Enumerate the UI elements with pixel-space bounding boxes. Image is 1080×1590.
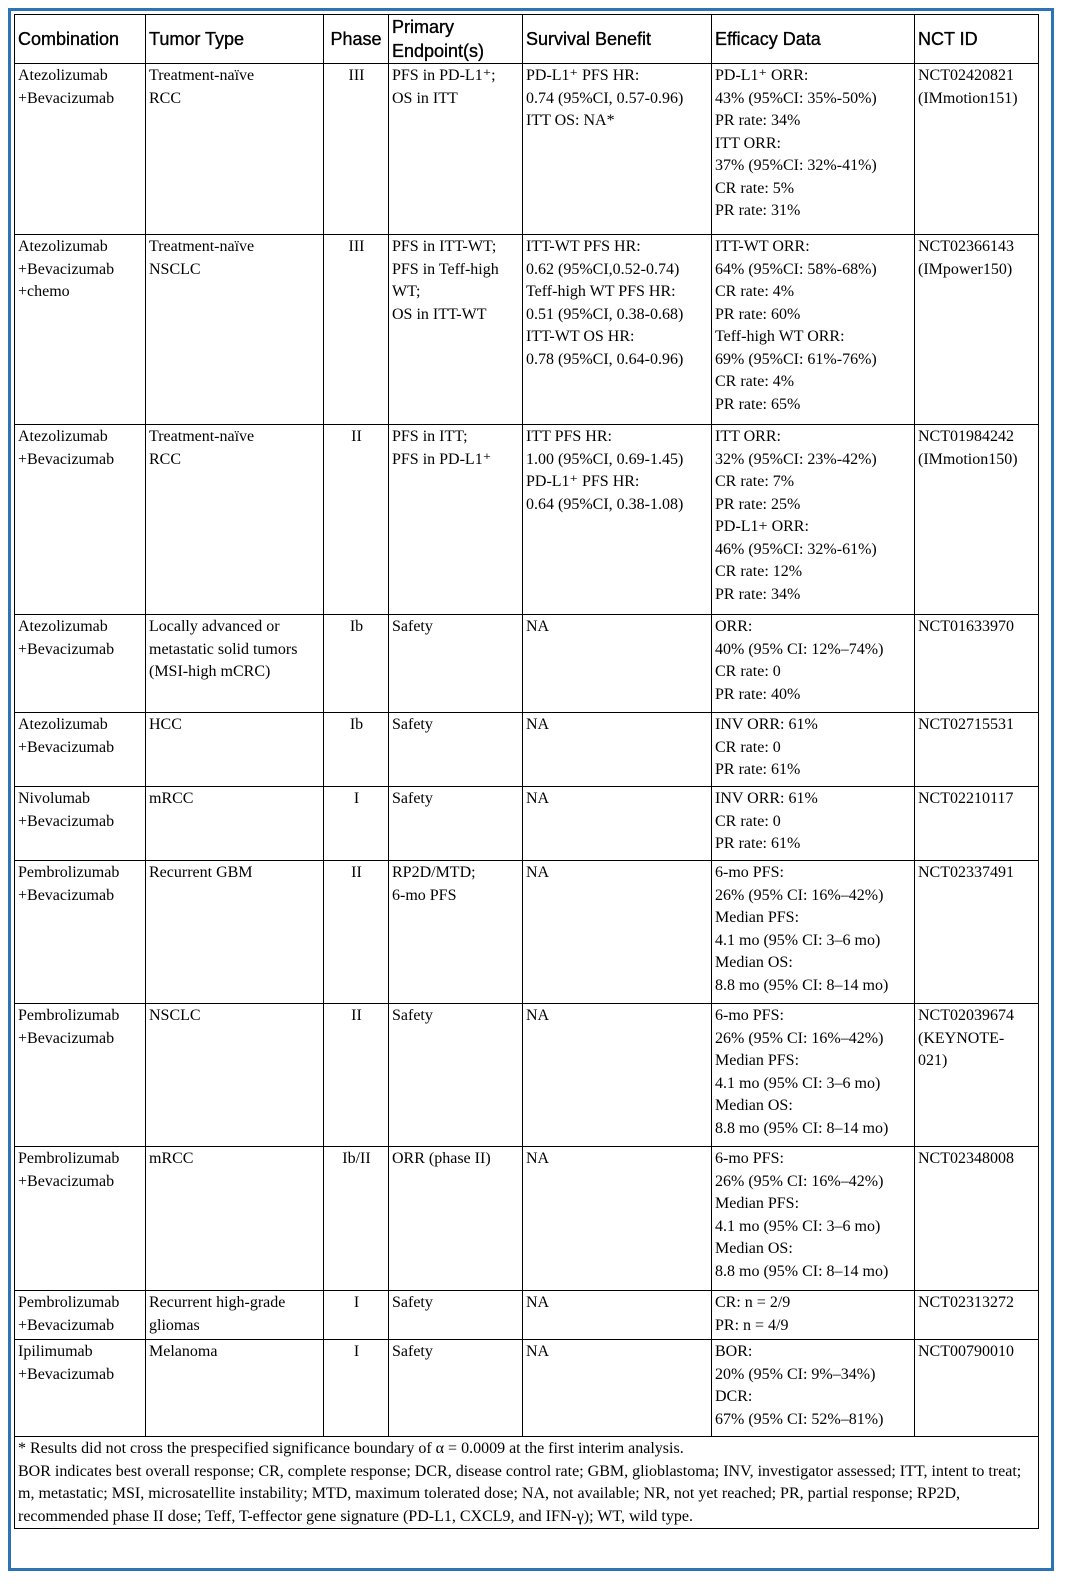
table-row	[15, 1004, 1039, 1147]
cell-nct-id	[915, 64, 1039, 235]
cell-survival-benefit	[523, 1147, 712, 1291]
cell-efficacy-data-line: 8.8 mo (95% CI: 8–14 mo)	[715, 1262, 889, 1280]
cell-primary-endpoints-line: RP2D/MTD;	[392, 864, 476, 881]
cell-combination	[15, 1147, 146, 1291]
cell-tumor-type-line: Recurrent high-grade	[149, 1294, 286, 1311]
cell-survival-benefit	[523, 615, 712, 713]
cell-combination-line: Pembrolizumab	[18, 1294, 120, 1311]
cell-efficacy-data-line: 20% (95% CI: 9%–34%)	[715, 1365, 876, 1383]
cell-efficacy-data-line: PR rate: 34%	[715, 585, 801, 603]
cell-survival-benefit-line: PD-L1⁺ PFS HR:	[526, 473, 640, 490]
cell-tumor-type	[146, 1147, 324, 1291]
cell-tumor-type	[146, 1004, 324, 1147]
cell-nct-id-line: NCT02039674	[918, 1007, 1014, 1024]
table-body	[15, 64, 1039, 1437]
cell-efficacy-data-line: Median OS:	[715, 954, 793, 971]
cell-primary-endpoints-line: Safety	[392, 1294, 433, 1311]
cell-phase: Ib/II	[324, 1147, 389, 1291]
cell-combination-line: +Bevacizumab	[18, 738, 115, 756]
table-row	[15, 1340, 1039, 1437]
clinical-trials-table	[14, 14, 1039, 1529]
cell-primary-endpoints	[389, 235, 523, 425]
table-row	[15, 425, 1039, 615]
cell-efficacy-data-line: 6-mo PFS:	[715, 1007, 784, 1024]
cell-primary-endpoints-line: Safety	[392, 618, 433, 635]
cell-efficacy-data-line: 69% (95%CI: 61%-76%)	[715, 350, 877, 368]
cell-efficacy-data-line: CR rate: 4%	[715, 373, 795, 390]
header-combination: Combination	[15, 15, 146, 64]
cell-phase: II	[324, 425, 389, 615]
cell-nct-id-line: NCT01633970	[918, 618, 1014, 635]
cell-primary-endpoints-line: Safety	[392, 790, 433, 807]
cell-nct-id	[915, 235, 1039, 425]
cell-efficacy-data-line: 37% (95%CI: 32%-41%)	[715, 157, 877, 174]
cell-survival-benefit-line: NA	[526, 1007, 550, 1024]
cell-phase: II	[324, 1004, 389, 1147]
cell-efficacy-data-line: CR rate: 0	[715, 663, 781, 680]
cell-tumor-type-line: metastatic solid tumors	[149, 640, 298, 658]
cell-efficacy-data-line: 26% (95% CI: 16%–42%)	[715, 1029, 884, 1047]
cell-tumor-type	[146, 64, 324, 235]
cell-nct-id-line: (IMpower150)	[918, 260, 1013, 278]
cell-survival-benefit-line: Teff-high WT PFS HR:	[526, 283, 676, 300]
cell-efficacy-data-line: CR rate: 5%	[715, 179, 795, 197]
cell-efficacy-data-line: PR rate: 31%	[715, 202, 801, 219]
cell-efficacy-data-line: PR rate: 60%	[715, 305, 801, 323]
cell-efficacy-data-line: 6-mo PFS:	[715, 864, 784, 881]
cell-efficacy-data-line: 26% (95% CI: 16%–42%)	[715, 886, 884, 904]
cell-combination	[15, 235, 146, 425]
cell-survival-benefit	[523, 1340, 712, 1437]
cell-efficacy-data	[712, 425, 915, 615]
cell-efficacy-data	[712, 861, 915, 1004]
cell-combination-line: Pembrolizumab	[18, 1150, 120, 1167]
table-row	[15, 615, 1039, 713]
cell-combination-line: Atezolizumab	[18, 716, 108, 733]
cell-tumor-type-line: gliomas	[149, 1316, 200, 1334]
cell-efficacy-data-line: ORR:	[715, 618, 753, 635]
cell-nct-id-line: NCT02366143	[918, 238, 1014, 255]
cell-efficacy-data	[712, 1147, 915, 1291]
cell-nct-id-line: NCT02420821	[918, 67, 1014, 84]
cell-primary-endpoints	[389, 787, 523, 861]
cell-efficacy-data-line: 43% (95%CI: 35%-50%)	[715, 89, 877, 107]
cell-survival-benefit-line: ITT-WT OS HR:	[526, 328, 635, 345]
cell-efficacy-data-line: DCR:	[715, 1388, 753, 1405]
cell-tumor-type	[146, 425, 324, 615]
cell-primary-endpoints-line: PFS in Teff-high	[392, 260, 499, 278]
cell-tumor-type	[146, 1340, 324, 1437]
cell-combination-line: +chemo	[18, 283, 70, 300]
cell-combination-line: Ipilimumab	[18, 1343, 93, 1360]
cell-nct-id	[915, 787, 1039, 861]
cell-efficacy-data-line: 26% (95% CI: 16%–42%)	[715, 1172, 884, 1190]
cell-survival-benefit-line: NA	[526, 618, 550, 635]
cell-combination	[15, 1004, 146, 1147]
cell-efficacy-data-line: PR rate: 61%	[715, 761, 801, 778]
cell-efficacy-data	[712, 713, 915, 787]
cell-survival-benefit-line: 0.64 (95%CI, 0.38-1.08)	[526, 495, 684, 513]
cell-combination-line: Nivolumab	[18, 790, 90, 807]
cell-combination	[15, 1291, 146, 1340]
header-nct-id: NCT ID	[915, 15, 1039, 64]
table-row	[15, 64, 1039, 235]
cell-combination	[15, 425, 146, 615]
header-tumor-type: Tumor Type	[146, 15, 324, 64]
cell-combination	[15, 713, 146, 787]
cell-survival-benefit-line: 0.78 (95%CI, 0.64-0.96)	[526, 350, 684, 368]
header-primary-endpoints: Primary Endpoint(s)	[389, 15, 523, 64]
cell-tumor-type	[146, 615, 324, 713]
cell-combination-line: +Bevacizumab	[18, 260, 115, 278]
cell-nct-id-line: (KEYNOTE-	[918, 1029, 1005, 1047]
cell-efficacy-data-line: 4.1 mo (95% CI: 3–6 mo)	[715, 1074, 881, 1092]
cell-survival-benefit-line: NA	[526, 864, 550, 881]
cell-primary-endpoints-line: PFS in ITT;	[392, 428, 468, 445]
cell-nct-id	[915, 713, 1039, 787]
cell-combination-line: +Bevacizumab	[18, 450, 115, 468]
cell-combination-line: +Bevacizumab	[18, 89, 115, 107]
cell-primary-endpoints-line: Safety	[392, 1007, 433, 1024]
cell-phase: I	[324, 1340, 389, 1437]
cell-primary-endpoints-line: OS in ITT	[392, 89, 458, 107]
cell-primary-endpoints	[389, 64, 523, 235]
cell-efficacy-data-line: 8.8 mo (95% CI: 8–14 mo)	[715, 976, 889, 994]
cell-tumor-type-line: RCC	[149, 450, 182, 468]
cell-survival-benefit-line: 0.62 (95%CI,0.52-0.74)	[526, 260, 680, 278]
cell-efficacy-data	[712, 615, 915, 713]
cell-efficacy-data-line: 6-mo PFS:	[715, 1150, 784, 1167]
header-row	[15, 15, 1039, 64]
cell-efficacy-data	[712, 1291, 915, 1340]
table-row	[15, 1291, 1039, 1340]
cell-efficacy-data-line: ITT ORR:	[715, 428, 781, 445]
cell-efficacy-data-line: CR rate: 7%	[715, 473, 795, 490]
cell-efficacy-data-line: Median PFS:	[715, 1052, 800, 1069]
cell-survival-benefit-line: NA	[526, 1343, 550, 1360]
cell-combination-line: +Bevacizumab	[18, 640, 115, 658]
cell-efficacy-data	[712, 235, 915, 425]
cell-phase: III	[324, 64, 389, 235]
cell-survival-benefit	[523, 861, 712, 1004]
cell-tumor-type-line: Treatment-naïve	[149, 238, 255, 255]
cell-primary-endpoints-line: ORR (phase II)	[392, 1150, 491, 1167]
cell-efficacy-data-line: 8.8 mo (95% CI: 8–14 mo)	[715, 1119, 889, 1137]
cell-tumor-type	[146, 235, 324, 425]
cell-combination-line: +Bevacizumab	[18, 1316, 115, 1334]
cell-survival-benefit-line: 0.51 (95%CI, 0.38-0.68)	[526, 305, 684, 323]
cell-survival-benefit	[523, 713, 712, 787]
cell-efficacy-data-line: INV ORR: 61%	[715, 716, 818, 733]
cell-primary-endpoints	[389, 861, 523, 1004]
header-efficacy-data: Efficacy Data	[712, 15, 915, 64]
cell-survival-benefit-line: NA	[526, 790, 550, 807]
cell-survival-benefit-line: 0.74 (95%CI, 0.57-0.96)	[526, 89, 684, 107]
cell-tumor-type	[146, 713, 324, 787]
cell-efficacy-data-line: 4.1 mo (95% CI: 3–6 mo)	[715, 931, 881, 949]
cell-efficacy-data	[712, 787, 915, 861]
cell-primary-endpoints-line: Safety	[392, 716, 433, 733]
cell-nct-id-line: NCT01984242	[918, 428, 1014, 445]
cell-nct-id-line: (IMmotion150)	[918, 450, 1018, 468]
cell-primary-endpoints	[389, 615, 523, 713]
cell-primary-endpoints	[389, 1291, 523, 1340]
cell-efficacy-data-line: 46% (95%CI: 32%-61%)	[715, 540, 877, 558]
cell-primary-endpoints	[389, 1004, 523, 1147]
cell-efficacy-data-line: Median PFS:	[715, 1195, 800, 1212]
cell-tumor-type-line: NSCLC	[149, 260, 201, 278]
cell-tumor-type	[146, 787, 324, 861]
cell-nct-id	[915, 1291, 1039, 1340]
cell-efficacy-data-line: CR rate: 4%	[715, 283, 795, 300]
cell-efficacy-data-line: Median OS:	[715, 1097, 793, 1114]
cell-survival-benefit	[523, 235, 712, 425]
footnote-cell	[15, 1437, 1039, 1529]
cell-phase: Ib	[324, 615, 389, 713]
cell-nct-id-line: NCT02337491	[918, 864, 1014, 881]
cell-nct-id-line: 021)	[918, 1052, 948, 1069]
cell-efficacy-data-line: Teff-high WT ORR:	[715, 328, 845, 345]
footnote-significance: * Results did not cross the prespecified significance boundary of α = 0.0009 at the first interim analysis.	[18, 1440, 684, 1457]
cell-efficacy-data-line: CR rate: 12%	[715, 563, 803, 580]
cell-efficacy-data-line: 67% (95% CI: 52%–81%)	[715, 1410, 884, 1428]
cell-efficacy-data-line: BOR:	[715, 1343, 753, 1360]
cell-primary-endpoints-line: Safety	[392, 1343, 433, 1360]
cell-primary-endpoints-line: PFS in PD-L1⁺	[392, 450, 492, 468]
cell-nct-id	[915, 425, 1039, 615]
cell-nct-id	[915, 1004, 1039, 1147]
cell-efficacy-data-line: Median OS:	[715, 1240, 793, 1257]
cell-survival-benefit-line: ITT-WT PFS HR:	[526, 238, 641, 255]
cell-combination-line: +Bevacizumab	[18, 1029, 115, 1047]
cell-tumor-type-line: HCC	[149, 716, 182, 733]
cell-nct-id	[915, 861, 1039, 1004]
cell-combination	[15, 1340, 146, 1437]
cell-primary-endpoints-line: PFS in PD-L1⁺;	[392, 67, 496, 84]
cell-primary-endpoints	[389, 1147, 523, 1291]
cell-nct-id	[915, 1340, 1039, 1437]
cell-tumor-type-line: Melanoma	[149, 1343, 218, 1360]
cell-nct-id-line: (IMmotion151)	[918, 89, 1018, 107]
cell-nct-id-line: NCT02313272	[918, 1294, 1014, 1311]
cell-combination	[15, 787, 146, 861]
cell-efficacy-data-line: 64% (95%CI: 58%-68%)	[715, 260, 877, 278]
cell-efficacy-data-line: 40% (95% CI: 12%–74%)	[715, 640, 884, 658]
cell-combination-line: Atezolizumab	[18, 238, 108, 255]
footnote-abbreviations: BOR indicates best overall response; CR, complete response; DCR, disease control rate; GBM, glioblastoma; INV, investigator assessed; ITT, intent to treat; m, metastatic; MSI, microsatellite instability; MTD, maximum tolerated dose; NA, not available; NR, not yet reached; PR, partial response; RP2D, recommended phase II dose; Teff, T-effector gene signature (PD-L1, CXCL9, and IFN-γ); WT, wild type.	[18, 1462, 1022, 1525]
cell-primary-endpoints-line: PFS in ITT-WT;	[392, 238, 497, 255]
cell-combination-line: +Bevacizumab	[18, 1172, 115, 1190]
cell-efficacy-data-line: ITT-WT ORR:	[715, 238, 810, 255]
cell-survival-benefit-line: NA	[526, 716, 550, 733]
cell-efficacy-data	[712, 1004, 915, 1147]
cell-phase: I	[324, 1291, 389, 1340]
cell-combination-line: Atezolizumab	[18, 618, 108, 635]
cell-efficacy-data	[712, 64, 915, 235]
table-row	[15, 235, 1039, 425]
cell-combination-line: Atezolizumab	[18, 67, 108, 84]
cell-survival-benefit-line: NA	[526, 1294, 550, 1311]
cell-efficacy-data-line: PD-L1+ ORR:	[715, 518, 809, 535]
cell-nct-id-line: NCT02715531	[918, 716, 1014, 733]
cell-efficacy-data-line: CR rate: 0	[715, 738, 781, 756]
cell-tumor-type-line: Recurrent GBM	[149, 864, 253, 881]
cell-primary-endpoints-line: OS in ITT-WT	[392, 305, 487, 323]
cell-efficacy-data-line: CR rate: 0	[715, 812, 781, 830]
cell-primary-endpoints	[389, 713, 523, 787]
cell-combination	[15, 64, 146, 235]
cell-primary-endpoints	[389, 1340, 523, 1437]
cell-tumor-type-line: RCC	[149, 89, 182, 107]
footnote-row	[15, 1437, 1039, 1529]
cell-tumor-type-line: mRCC	[149, 790, 194, 807]
cell-survival-benefit	[523, 1291, 712, 1340]
cell-combination-line: Pembrolizumab	[18, 864, 120, 881]
cell-tumor-type-line: (MSI-high mCRC)	[149, 663, 271, 680]
cell-tumor-type-line: NSCLC	[149, 1007, 201, 1024]
cell-efficacy-data-line: PD-L1⁺ ORR:	[715, 67, 809, 84]
cell-tumor-type	[146, 1291, 324, 1340]
cell-survival-benefit	[523, 425, 712, 615]
cell-tumor-type-line: mRCC	[149, 1150, 194, 1167]
table-row	[15, 787, 1039, 861]
cell-efficacy-data-line: 4.1 mo (95% CI: 3–6 mo)	[715, 1217, 881, 1235]
cell-tumor-type-line: Treatment-naïve	[149, 67, 255, 84]
cell-efficacy-data-line: ITT ORR:	[715, 134, 781, 152]
cell-survival-benefit	[523, 1004, 712, 1147]
cell-nct-id	[915, 615, 1039, 713]
cell-tumor-type	[146, 861, 324, 1004]
cell-combination	[15, 861, 146, 1004]
cell-phase: III	[324, 235, 389, 425]
cell-survival-benefit-line: ITT PFS HR:	[526, 428, 612, 445]
cell-efficacy-data-line: PR rate: 34%	[715, 112, 801, 129]
cell-efficacy-data-line: PR: n = 4/9	[715, 1316, 789, 1334]
header-phase: Phase	[324, 15, 389, 64]
cell-combination-line: +Bevacizumab	[18, 1365, 115, 1383]
cell-efficacy-data-line: 32% (95%CI: 23%-42%)	[715, 450, 877, 468]
cell-nct-id	[915, 1147, 1039, 1291]
cell-survival-benefit-line: PD-L1⁺ PFS HR:	[526, 67, 640, 84]
cell-primary-endpoints-line: 6-mo PFS	[392, 886, 457, 904]
cell-efficacy-data-line: INV ORR: 61%	[715, 790, 818, 807]
cell-combination	[15, 615, 146, 713]
cell-primary-endpoints-line: WT;	[392, 283, 421, 300]
cell-combination-line: Atezolizumab	[18, 428, 108, 445]
table-row	[15, 861, 1039, 1004]
cell-phase: II	[324, 861, 389, 1004]
header-survival-benefit: Survival Benefit	[523, 15, 712, 64]
cell-survival-benefit-line: NA	[526, 1150, 550, 1167]
cell-phase: I	[324, 787, 389, 861]
cell-survival-benefit	[523, 64, 712, 235]
cell-efficacy-data-line: PR rate: 25%	[715, 495, 801, 513]
table-row	[15, 713, 1039, 787]
cell-efficacy-data-line: PR rate: 61%	[715, 835, 801, 852]
cell-efficacy-data-line: CR: n = 2/9	[715, 1294, 791, 1311]
cell-survival-benefit-line: 1.00 (95%CI, 0.69-1.45)	[526, 450, 684, 468]
cell-combination-line: +Bevacizumab	[18, 812, 115, 830]
cell-primary-endpoints	[389, 425, 523, 615]
cell-efficacy-data	[712, 1340, 915, 1437]
cell-survival-benefit-line: ITT OS: NA*	[526, 112, 615, 129]
cell-efficacy-data-line: PR rate: 65%	[715, 395, 801, 413]
cell-nct-id-line: NCT02210117	[918, 790, 1014, 807]
cell-combination-line: Pembrolizumab	[18, 1007, 120, 1024]
cell-combination-line: +Bevacizumab	[18, 886, 115, 904]
cell-efficacy-data-line: PR rate: 40%	[715, 685, 801, 703]
cell-efficacy-data-line: Median PFS:	[715, 909, 800, 926]
cell-survival-benefit	[523, 787, 712, 861]
table-row	[15, 1147, 1039, 1291]
cell-nct-id-line: NCT02348008	[918, 1150, 1014, 1167]
cell-tumor-type-line: Treatment-naïve	[149, 428, 255, 445]
cell-phase: Ib	[324, 713, 389, 787]
cell-nct-id-line: NCT00790010	[918, 1343, 1014, 1360]
cell-tumor-type-line: Locally advanced or	[149, 618, 280, 635]
